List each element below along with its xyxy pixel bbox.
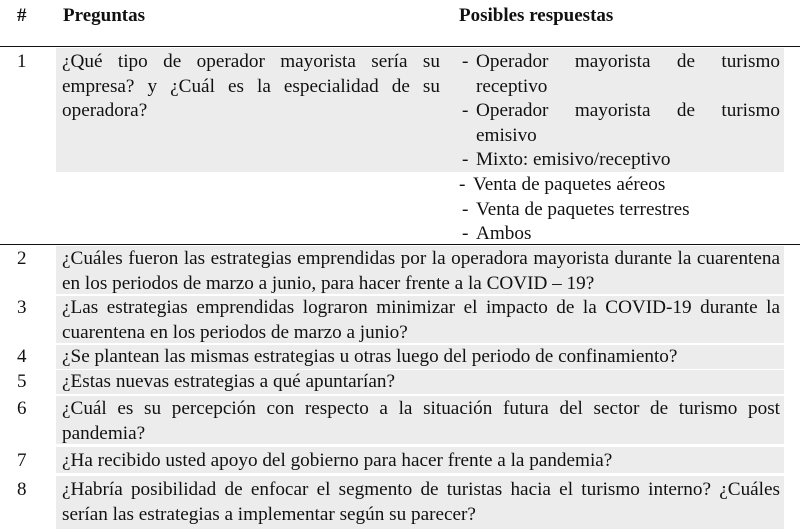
row-question: ¿Ha recibido usted apoyo del gobierno para hacer frente a la pandemia? [62,450,613,471]
row-question: ¿Estas nuevas estrategias a qué apuntarían? [62,371,395,392]
header-questions: Preguntas [63,5,145,26]
row-question: ¿Se plantean las mismas estrategias u otras luego del periodo de confinamiento? [62,346,678,367]
row-number: 2 [17,248,27,269]
row-number: 4 [17,346,27,367]
answer-dash: - [462,100,469,121]
row-number: 3 [17,297,27,318]
answer-text: Operador mayorista de turismo receptivo [476,51,780,97]
answer-text: Operador mayorista de turismo emisivo [476,100,780,146]
answer-text: Mixto: emisivo/receptivo [476,149,671,170]
row-number: 1 [17,51,27,72]
answer-text: Venta de paquetes terrestres [476,199,690,220]
answer-option [462,99,780,148]
row-question: ¿Las estrategias emprendidas lograron minimizar el impacto de la COVID-19 durante la cuarentena en los periodos de marzo a junio? [62,297,780,343]
header-number: # [17,5,27,26]
answer-option [462,198,780,223]
answer-option [459,173,779,198]
answer-dash: - [462,51,469,72]
answer-text: Ambos [476,223,532,244]
answer-dash: - [462,199,469,220]
row-number: 6 [17,398,27,419]
answer-text: Venta de paquetes aéreos [473,174,666,195]
row-question: ¿Cuál es su percepción con respecto a la situación futura del sector de turismo post pandemia? [62,398,780,444]
answer-option [462,50,780,99]
row-number: 8 [17,479,27,500]
header-rule [0,46,800,47]
answer-dash: - [462,149,469,170]
answer-dash: - [459,174,466,195]
row-question: ¿Qué tipo de operador mayorista sería su empresa? y ¿Cuál es la especialidad de su operadora? [62,51,440,121]
answer-dash: - [462,223,469,244]
row-question: ¿Habría posibilidad de enfocar el segmento de turistas hacia el turismo interno? ¿Cuáles serían las estrategias a implementar según su parecer? [62,479,780,525]
header-answers: Posibles respuestas [459,5,614,26]
row-question: ¿Cuáles fueron las estrategias emprendidas por la operadora mayorista durante la cuarentena en los periodos de marzo a junio, para hacer frente a la COVID – 19? [62,248,780,294]
answer-option [462,148,780,173]
row-1-rule [0,244,800,245]
row-number: 7 [17,450,27,471]
row-number: 5 [17,371,27,392]
